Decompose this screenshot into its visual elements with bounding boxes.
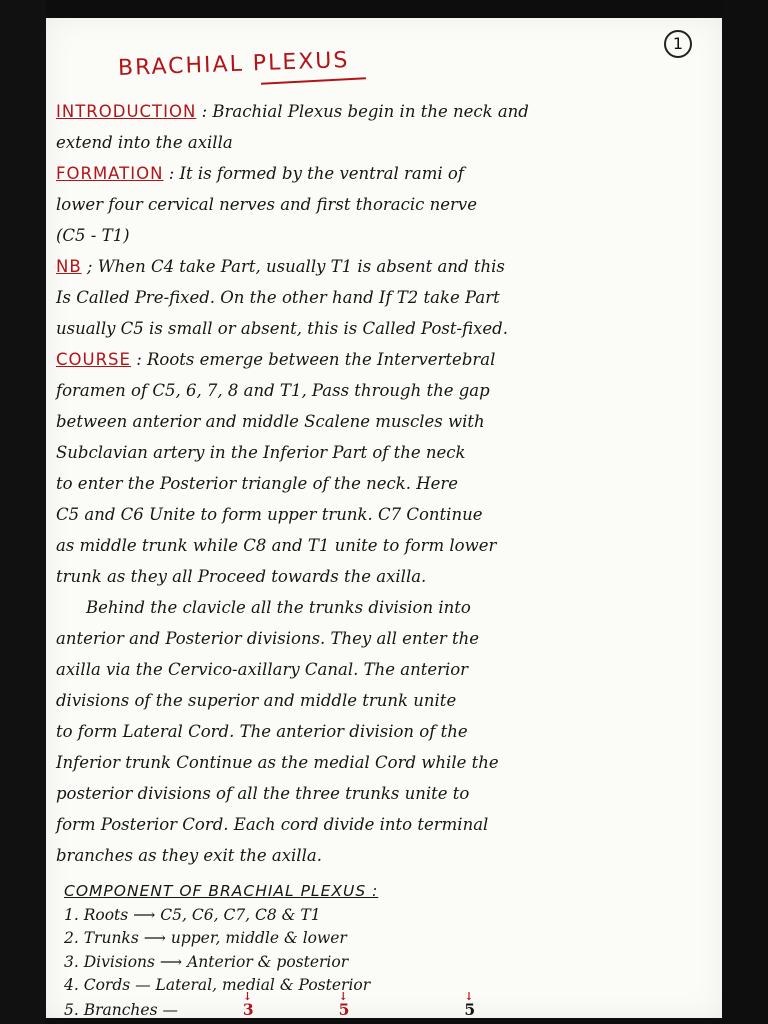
note-text: : Roots emerge between the Intervertebral [130, 350, 496, 369]
note-line [56, 685, 706, 716]
note-text: branches as they exit the axilla. [56, 846, 322, 865]
note-line [56, 499, 706, 530]
note-line [56, 716, 706, 747]
note-text: : Brachial Plexus begin in the neck and [196, 102, 529, 121]
note-line [56, 282, 706, 313]
note-text: foramen of C5, 6, 7, 8 and T1, Pass through the gap [56, 381, 490, 400]
note-text: between anterior and middle Scalene muscles with [56, 412, 485, 431]
note-text: axilla via the Cervico-axillary Canal. The anterior [56, 660, 469, 679]
note-line [56, 468, 706, 499]
note-text: as middle trunk while C8 and T1 unite to form lower [56, 536, 497, 555]
page-number: 1 [664, 30, 692, 58]
title-underline [261, 77, 366, 84]
note-line [56, 96, 706, 127]
components-list [64, 876, 684, 1018]
note-text: to enter the Posterior triangle of the neck. Here [56, 474, 459, 493]
note-text: Subclavian artery in the Inferior Part of the neck [56, 443, 466, 462]
note-line [56, 623, 706, 654]
note-text: posterior divisions of all the three trunks unite to [56, 784, 470, 803]
section-heading: NB [56, 257, 82, 276]
branch-count-medial: ↓ 5 [339, 998, 350, 1019]
note-line [56, 344, 706, 375]
branches-label: 5. Branches — [64, 1000, 178, 1018]
note-line [56, 375, 706, 406]
component-item-roots: 1. Roots ⟶ C5, C6, C7, C8 & T1 [64, 905, 321, 924]
note-line [56, 809, 706, 840]
note-text: divisions of the superior and middle trunk unite [56, 691, 457, 710]
note-line [56, 158, 706, 189]
section-heading: FORMATION [56, 164, 164, 183]
section-heading: INTRODUCTION [56, 102, 197, 121]
note-line [56, 654, 706, 685]
note-text: usually C5 is small or absent, this is Called Post-fixed. [56, 319, 508, 338]
note-text: ; When C4 take Part, usually T1 is absent and this [81, 257, 505, 276]
note-line [56, 189, 706, 220]
note-text: (C5 - T1) [56, 226, 130, 245]
components-heading: COMPONENT OF BRACHIAL PLEXUS : [64, 882, 379, 900]
note-text: trunk as they all Proceed towards the axilla. [56, 567, 427, 586]
note-line [56, 530, 706, 561]
note-text: Inferior trunk Continue as the medial Cord while the [56, 753, 499, 772]
note-text: to form Lateral Cord. The anterior division of the [56, 722, 468, 741]
branch-count-posterior: ↓ 5 [464, 998, 475, 1019]
note-text: extend into the axilla [56, 133, 233, 152]
component-item-divisions: 3. Divisions ⟶ Anterior & posterior [64, 952, 349, 971]
section-heading: COURSE [56, 350, 131, 369]
component-item-trunks: 2. Trunks ⟶ upper, middle & lower [64, 929, 347, 947]
background-left [0, 0, 46, 1024]
notes-body [56, 96, 706, 871]
note-line [56, 406, 706, 437]
note-line [56, 747, 706, 778]
note-line [56, 592, 706, 623]
page-title: BRACHIAL PLEXUS [117, 47, 350, 82]
note-text: Is Called Pre-fixed. On the other hand If T2 take Part [56, 288, 500, 307]
note-line [56, 313, 706, 344]
note-line [56, 220, 706, 251]
note-line [56, 127, 706, 158]
note-text: : It is formed by the ventral rami of [163, 164, 464, 183]
note-text: lower four cervical nerves and first thoracic nerve [56, 195, 477, 214]
component-item-cords: 4. Cords — Lateral, medial & Posterior [64, 976, 371, 994]
note-line [56, 561, 706, 592]
background-right [722, 0, 768, 1024]
notebook-page [46, 18, 722, 1018]
note-line [56, 778, 706, 809]
branch-count-lateral: ↓ 3 [243, 998, 254, 1019]
note-line [56, 840, 706, 871]
note-text: C5 and C6 Unite to form upper trunk. C7 Continue [56, 505, 483, 524]
note-text: anterior and Posterior divisions. They all enter the [56, 629, 480, 648]
component-item-branches [64, 998, 684, 1019]
note-text: form Posterior Cord. Each cord divide into terminal [56, 815, 489, 834]
note-line [56, 251, 706, 282]
note-line [56, 437, 706, 468]
note-text: Behind the clavicle all the trunks division into [86, 598, 471, 617]
